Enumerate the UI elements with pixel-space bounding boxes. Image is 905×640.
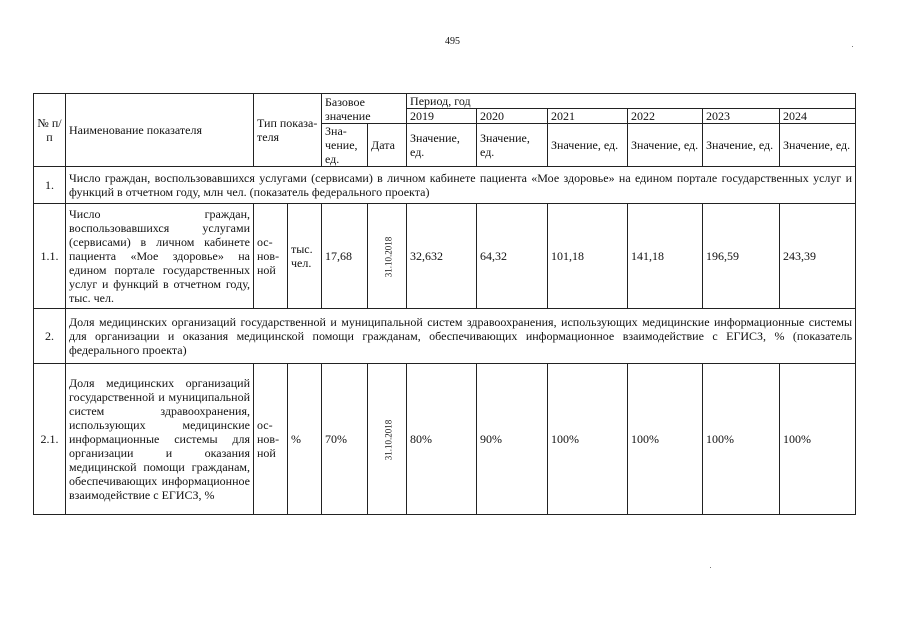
header-name: Наименование показателя: [66, 94, 254, 167]
row-num: 1.1.: [34, 204, 66, 309]
header-value-label: Значение, ед.: [780, 124, 856, 167]
header-value-label: Значение, ед.: [548, 124, 628, 167]
header-year: 2023: [703, 109, 780, 124]
header-value-label: Значение, ед.: [407, 124, 477, 167]
indicators-table: [33, 93, 856, 515]
year-value: 90%: [477, 364, 548, 515]
section-num: 2.: [34, 309, 66, 364]
base-value: 17,68: [322, 204, 368, 309]
section-title: Число граждан, воспользовавшихся услугами (сервисами) в личном кабинете пациента «Мое здоровье» на едином портале государственных услуг и функций в отчетном году, млн чел. (показатель федерального проекта): [66, 167, 856, 204]
row-num: 2.1.: [34, 364, 66, 515]
section-num: 1.: [34, 167, 66, 204]
base-date: 31.10.2018: [383, 236, 394, 277]
base-value: 70%: [322, 364, 368, 515]
indicator-name: Число граждан, воспользовавшихся услугами (сервисами) в личном кабинете пациента «Мое здоровье» на едином портале государственных услуг и функций в отчетном году, тыс. чел.: [66, 204, 254, 309]
indicator-type: ос-нов-ной: [254, 204, 288, 309]
indicator-name: Доля медицинских организаций государственной и муниципальной систем здравоохранения, использующих медицинские информационные системы для организации и оказания медицинской помощи гражданам, обеспечивающих информационное взаимодействие с ЕГИСЗ, %: [66, 364, 254, 515]
year-value: 64,32: [477, 204, 548, 309]
section-title: Доля медицинских организаций государственной и муниципальной систем здравоохранения, использующих медицинские информационные системы для организации и оказания медицинской помощи гражданам, обеспечивающих информационное взаимодействие с ЕГИСЗ, % (показатель федерального проекта): [66, 309, 856, 364]
header-value-label: Значение, ед.: [703, 124, 780, 167]
header-type: Тип показа-теля: [254, 94, 322, 167]
year-value: 243,39: [780, 204, 856, 309]
year-value: 196,59: [703, 204, 780, 309]
year-value: 80%: [407, 364, 477, 515]
header-base-date: Дата: [368, 124, 407, 167]
header-year: 2019: [407, 109, 477, 124]
header-year: 2021: [548, 109, 628, 124]
header-value-label: Значение, ед.: [477, 124, 548, 167]
header-period: Период, год: [407, 94, 856, 109]
header-year: 2024: [780, 109, 856, 124]
year-value: 100%: [548, 364, 628, 515]
header-num: № п/п: [34, 94, 66, 167]
year-value: 100%: [628, 364, 703, 515]
header-year: 2022: [628, 109, 703, 124]
year-value: 101,18: [548, 204, 628, 309]
indicator-unit: %: [288, 364, 322, 515]
year-value: 100%: [703, 364, 780, 515]
header-base: Базовое значение: [322, 94, 407, 124]
header-value-label: Значение, ед.: [628, 124, 703, 167]
year-value: 141,18: [628, 204, 703, 309]
header-base-value: Зна-чение, ед.: [322, 124, 368, 167]
scan-speck: [710, 567, 711, 568]
indicator-unit: тыс. чел.: [288, 204, 322, 309]
base-date: 31.10.2018: [383, 419, 394, 460]
page-number: 495: [445, 36, 460, 47]
year-value: 32,632: [407, 204, 477, 309]
header-year: 2020: [477, 109, 548, 124]
scan-speck: [852, 46, 853, 47]
year-value: 100%: [780, 364, 856, 515]
indicator-type: ос-нов-ной: [254, 364, 288, 515]
